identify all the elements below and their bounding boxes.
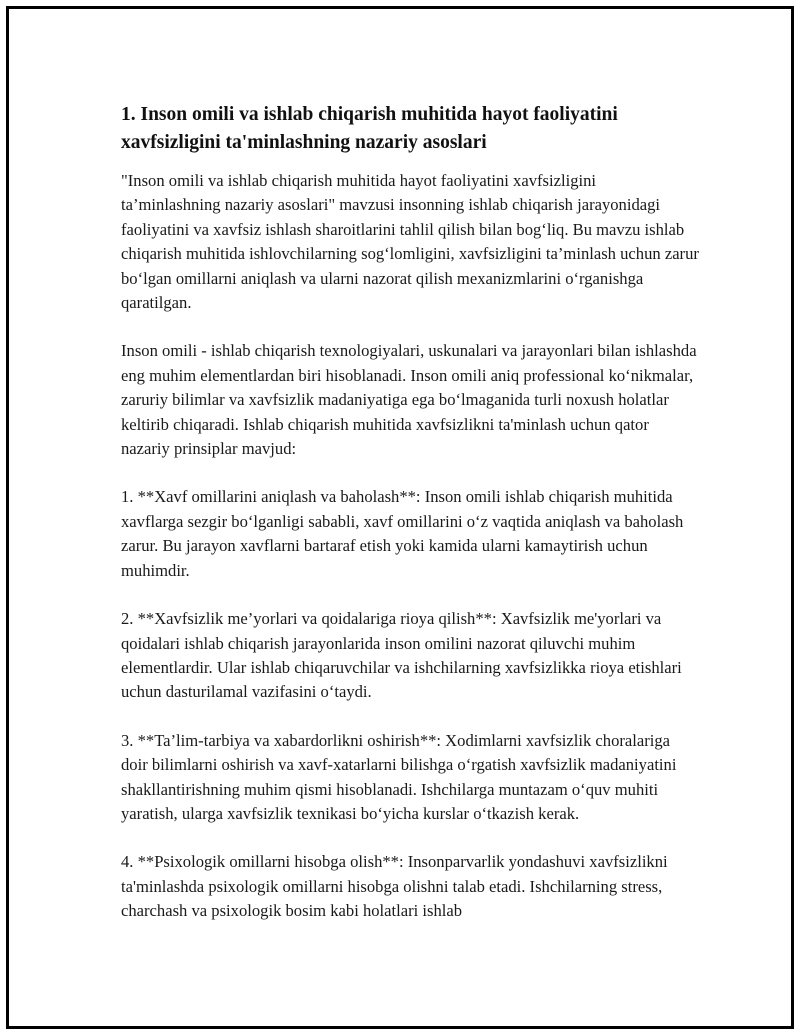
paragraph-item-4: 4. **Psixologik omillarni hisobga olish**: Insonparvarlik yondashuvi xavfsizlikni ta'minlashda psixologik omillarni hisobga olishni talab etadi. Ishchilarning stress, charchash va psixologik bosim kabi holatlari ishlab bbox=[121, 852, 668, 921]
document-title: 1. Inson omili va ishlab chiqarish muhitida hayot faoliyatini xavfsizligini ta'minlashning nazariy asoslari bbox=[121, 104, 618, 153]
page-frame bbox=[6, 6, 794, 1029]
paragraph-intro: "Inson omili va ishlab chiqarish muhitida hayot faoliyatini xavfsizligini ta’minlashning nazariy asoslari" mavzusi insonning ishlab chiqarish jarayonidagi faoliyatini va xavfsiz ishlash sharoitlarini tahlil qilish bilan bog‘liq. Bu mavzu ishlab chiqarish muhitida ishlovchilarning sog‘lomligini, xavfsizligini ta’minlash uchun zarur bo‘lgan omillarni aniqlash va ularni nazorat qilish mexanizmlarini o‘rganishga qaratilgan. bbox=[121, 171, 699, 313]
paragraph-item-2: 2. **Xavfsizlik me’yorlari va qoidalariga rioya qilish**: Xavfsizlik me'yorlari va qoidalari ishlab chiqarish jarayonlarida inson omilini nazorat qiluvchi muhim elementlardir. Ular ishlab chiqaruvchilar va ishchilarning xavfsizlikka rioya etishlari uchun dasturilamal vazifasini o‘taydi. bbox=[121, 609, 682, 702]
paragraph-item-3: 3. **Ta’lim-tarbiya va xabardorlikni oshirish**: Xodimlarni xavfsizlik choralariga doir bilimlarni oshirish va xavf-xatarlarni bilishga o‘rgatish xavfsizlik madaniyatini shakllantirishning muhim qismi hisoblanadi. Ishchilarga muntazam o‘quv muhiti yaratish, ularga xavfsizlik texnikasi bo‘yicha kurslar o‘tkazish kerak. bbox=[121, 730, 677, 823]
paragraph-human-factor: Inson omili - ishlab chiqarish texnologiyalari, uskunalari va jarayonlari bilan ishlashda eng muhim elementlardan biri hisoblanadi. Inson omili aniq professional ko‘nikmalar, zaruriy bilimlar va xavfsizlik madaniyatiga ega bo‘lmaganida turli noxush holatlar keltirib chiqaradi. Ishlab chiqarish muhitida xavfsizlikni ta'minlash uchun qator nazariy prinsiplar mavjud: bbox=[121, 341, 697, 459]
document-body bbox=[121, 101, 699, 948]
paragraph-item-1: 1. **Xavf omillarini aniqlash va baholash**: Inson omili ishlab chiqarish muhitida xavflarga sezgir bo‘lganligi sababli, xavf omillarini o‘z vaqtida aniqlash va baholash zarur. Bu jarayon xavflarni bartaraf etish yoki kamida ularni kamaytirish uchun muhimdir. bbox=[121, 487, 684, 580]
